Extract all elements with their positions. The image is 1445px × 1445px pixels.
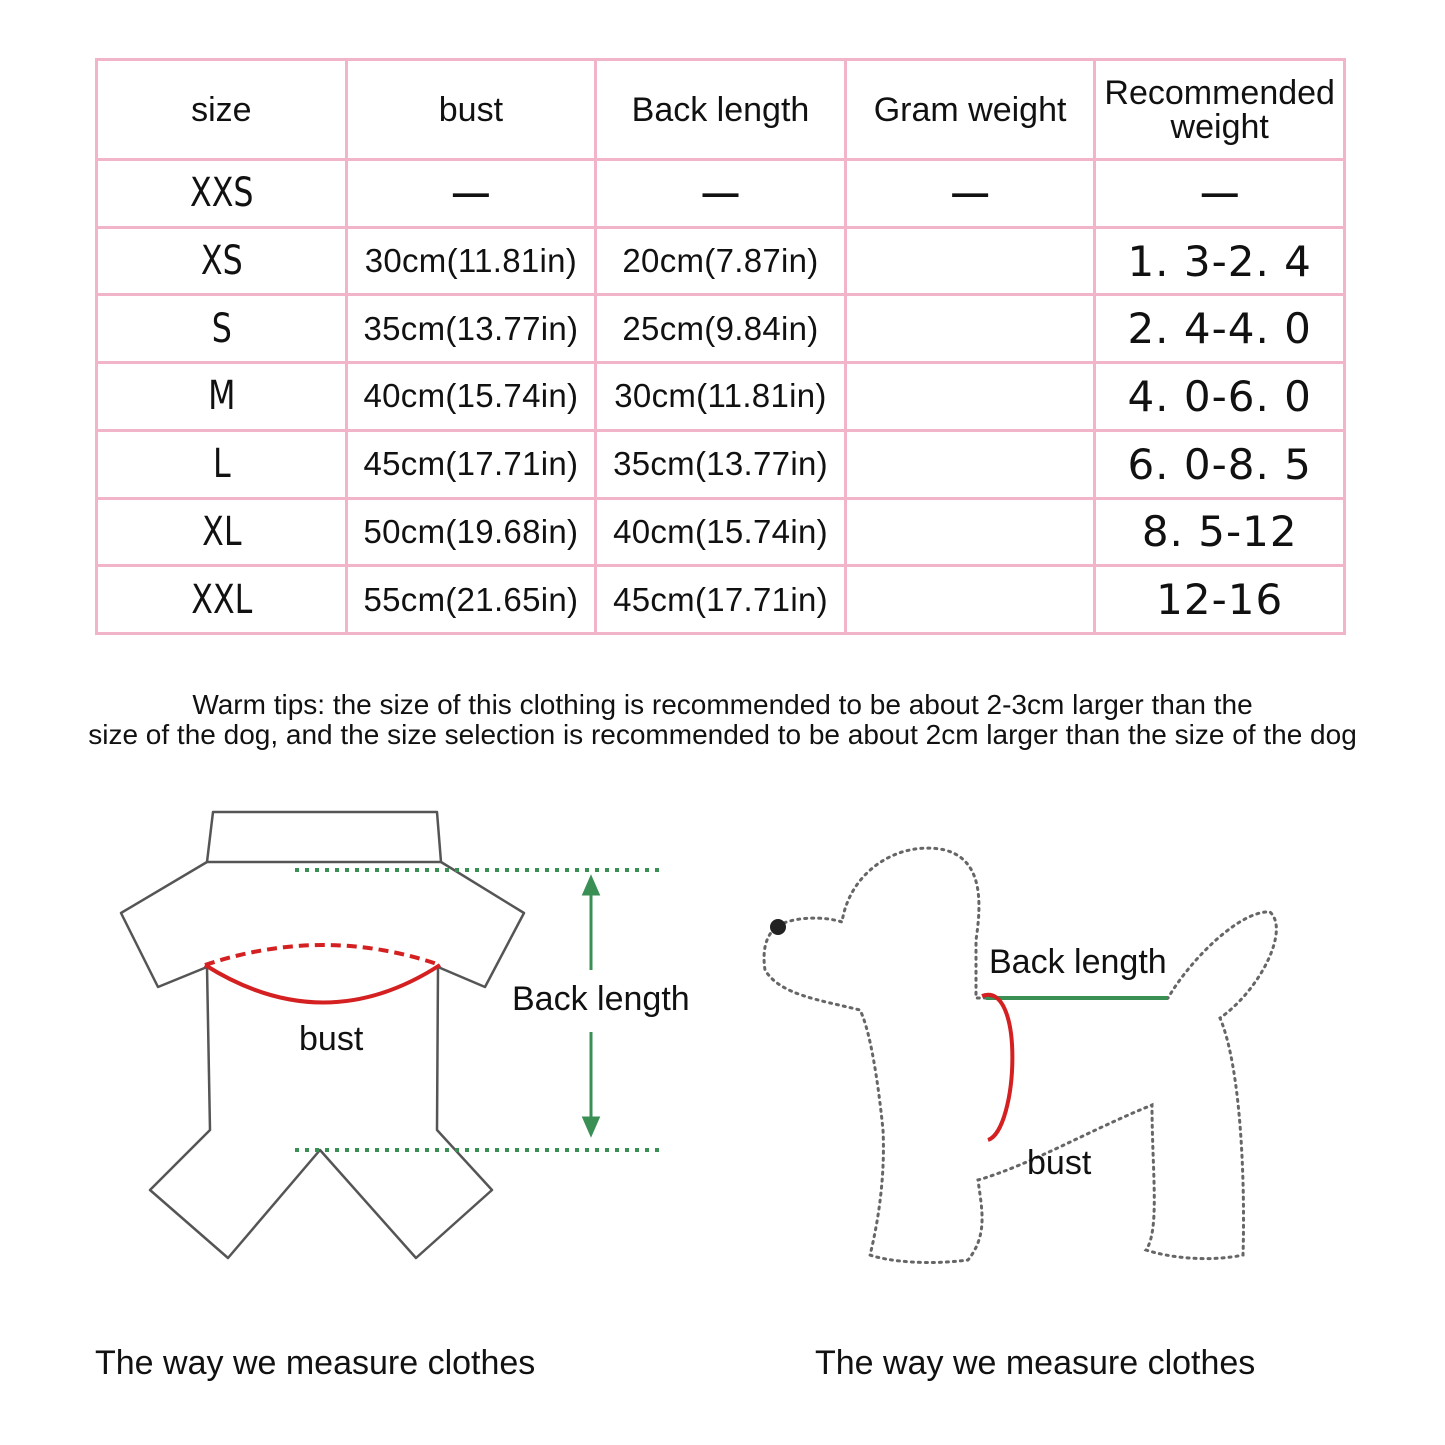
bust-cell: 40cm(15.74in) (346, 363, 596, 431)
back-length-cell: 25cm(9.84in) (596, 295, 846, 363)
table-row (97, 566, 1345, 634)
back-length-cell: — (596, 160, 846, 228)
size-chart-table (95, 58, 1346, 635)
clothes-caption: The way we measure clothes (95, 1344, 536, 1382)
dog-nose-icon (770, 919, 786, 935)
gram-weight-cell (845, 295, 1095, 363)
table-header-row (97, 60, 1345, 160)
dog-bust-loop (982, 995, 1012, 1140)
table-row (97, 430, 1345, 498)
warm-tips-line-1: Warm tips: the size of this clothing is recommended to be about 2-3cm larger than the (192, 689, 1253, 720)
clothes-bust-label: bust (299, 1020, 364, 1058)
back-length-cell: 20cm(7.87in) (596, 227, 846, 295)
dog-back-length-label: Back length (989, 943, 1167, 981)
size-cell: M (111, 363, 331, 431)
gram-weight-cell (845, 227, 1095, 295)
bust-cell: 45cm(17.71in) (346, 430, 596, 498)
header-bust: bust (346, 60, 596, 160)
bust-cell: 35cm(13.77in) (346, 295, 596, 363)
header-gram-weight: Gram weight (845, 60, 1095, 160)
warm-tips-line-2: size of the dog, and the size selection is recommended to be about 2cm larger than the size of the dog (88, 719, 1357, 750)
header-back-length: Back length (596, 60, 846, 160)
back-length-cell: 30cm(11.81in) (596, 363, 846, 431)
recommended-weight-cell: 12-16 (1095, 566, 1345, 634)
size-cell: L (111, 430, 331, 498)
table-row (97, 295, 1345, 363)
dog-bust-label: bust (1027, 1144, 1092, 1182)
size-cell: S (111, 295, 331, 363)
recommended-weight-cell: 4. 0-6. 0 (1095, 363, 1345, 431)
recommended-weight-cell: 6. 0-8. 5 (1095, 430, 1345, 498)
size-cell: XL (111, 498, 331, 566)
clothes-measurement-diagram (110, 800, 690, 1280)
size-cell: XS (111, 227, 331, 295)
header-recommended-weight: Recommended weight (1095, 60, 1345, 160)
gram-weight-cell (845, 430, 1095, 498)
dog-caption: The way we measure clothes (815, 1344, 1256, 1382)
gram-weight-cell (845, 566, 1095, 634)
size-cell: XXS (111, 160, 331, 228)
bust-cell: 55cm(21.65in) (346, 566, 596, 634)
gram-weight-cell (845, 498, 1095, 566)
gram-weight-cell: — (845, 160, 1095, 228)
recommended-weight-cell: — (1095, 160, 1345, 228)
bust-measure-back-dashed (205, 945, 440, 965)
dog-outline (764, 848, 1276, 1262)
bust-measure-front (205, 965, 440, 1003)
size-cell: XXL (111, 566, 331, 634)
recommended-weight-cell: 2. 4-4. 0 (1095, 295, 1345, 363)
bust-cell: 50cm(19.68in) (346, 498, 596, 566)
recommended-weight-cell: 1. 3-2. 4 (1095, 227, 1345, 295)
table-row (97, 363, 1345, 431)
gram-weight-cell (845, 363, 1095, 431)
dog-measurement-diagram (750, 830, 1310, 1290)
recommended-weight-cell: 8. 5-12 (1095, 498, 1345, 566)
table-row (97, 498, 1345, 566)
bust-cell: — (346, 160, 596, 228)
clothes-back-length-label: Back length (512, 980, 690, 1018)
bust-cell: 30cm(11.81in) (346, 227, 596, 295)
back-length-cell: 45cm(17.71in) (596, 566, 846, 634)
table-row (97, 160, 1345, 228)
back-length-cell: 40cm(15.74in) (596, 498, 846, 566)
table-row (97, 227, 1345, 295)
header-size: size (97, 60, 347, 160)
back-length-cell: 35cm(13.77in) (596, 430, 846, 498)
